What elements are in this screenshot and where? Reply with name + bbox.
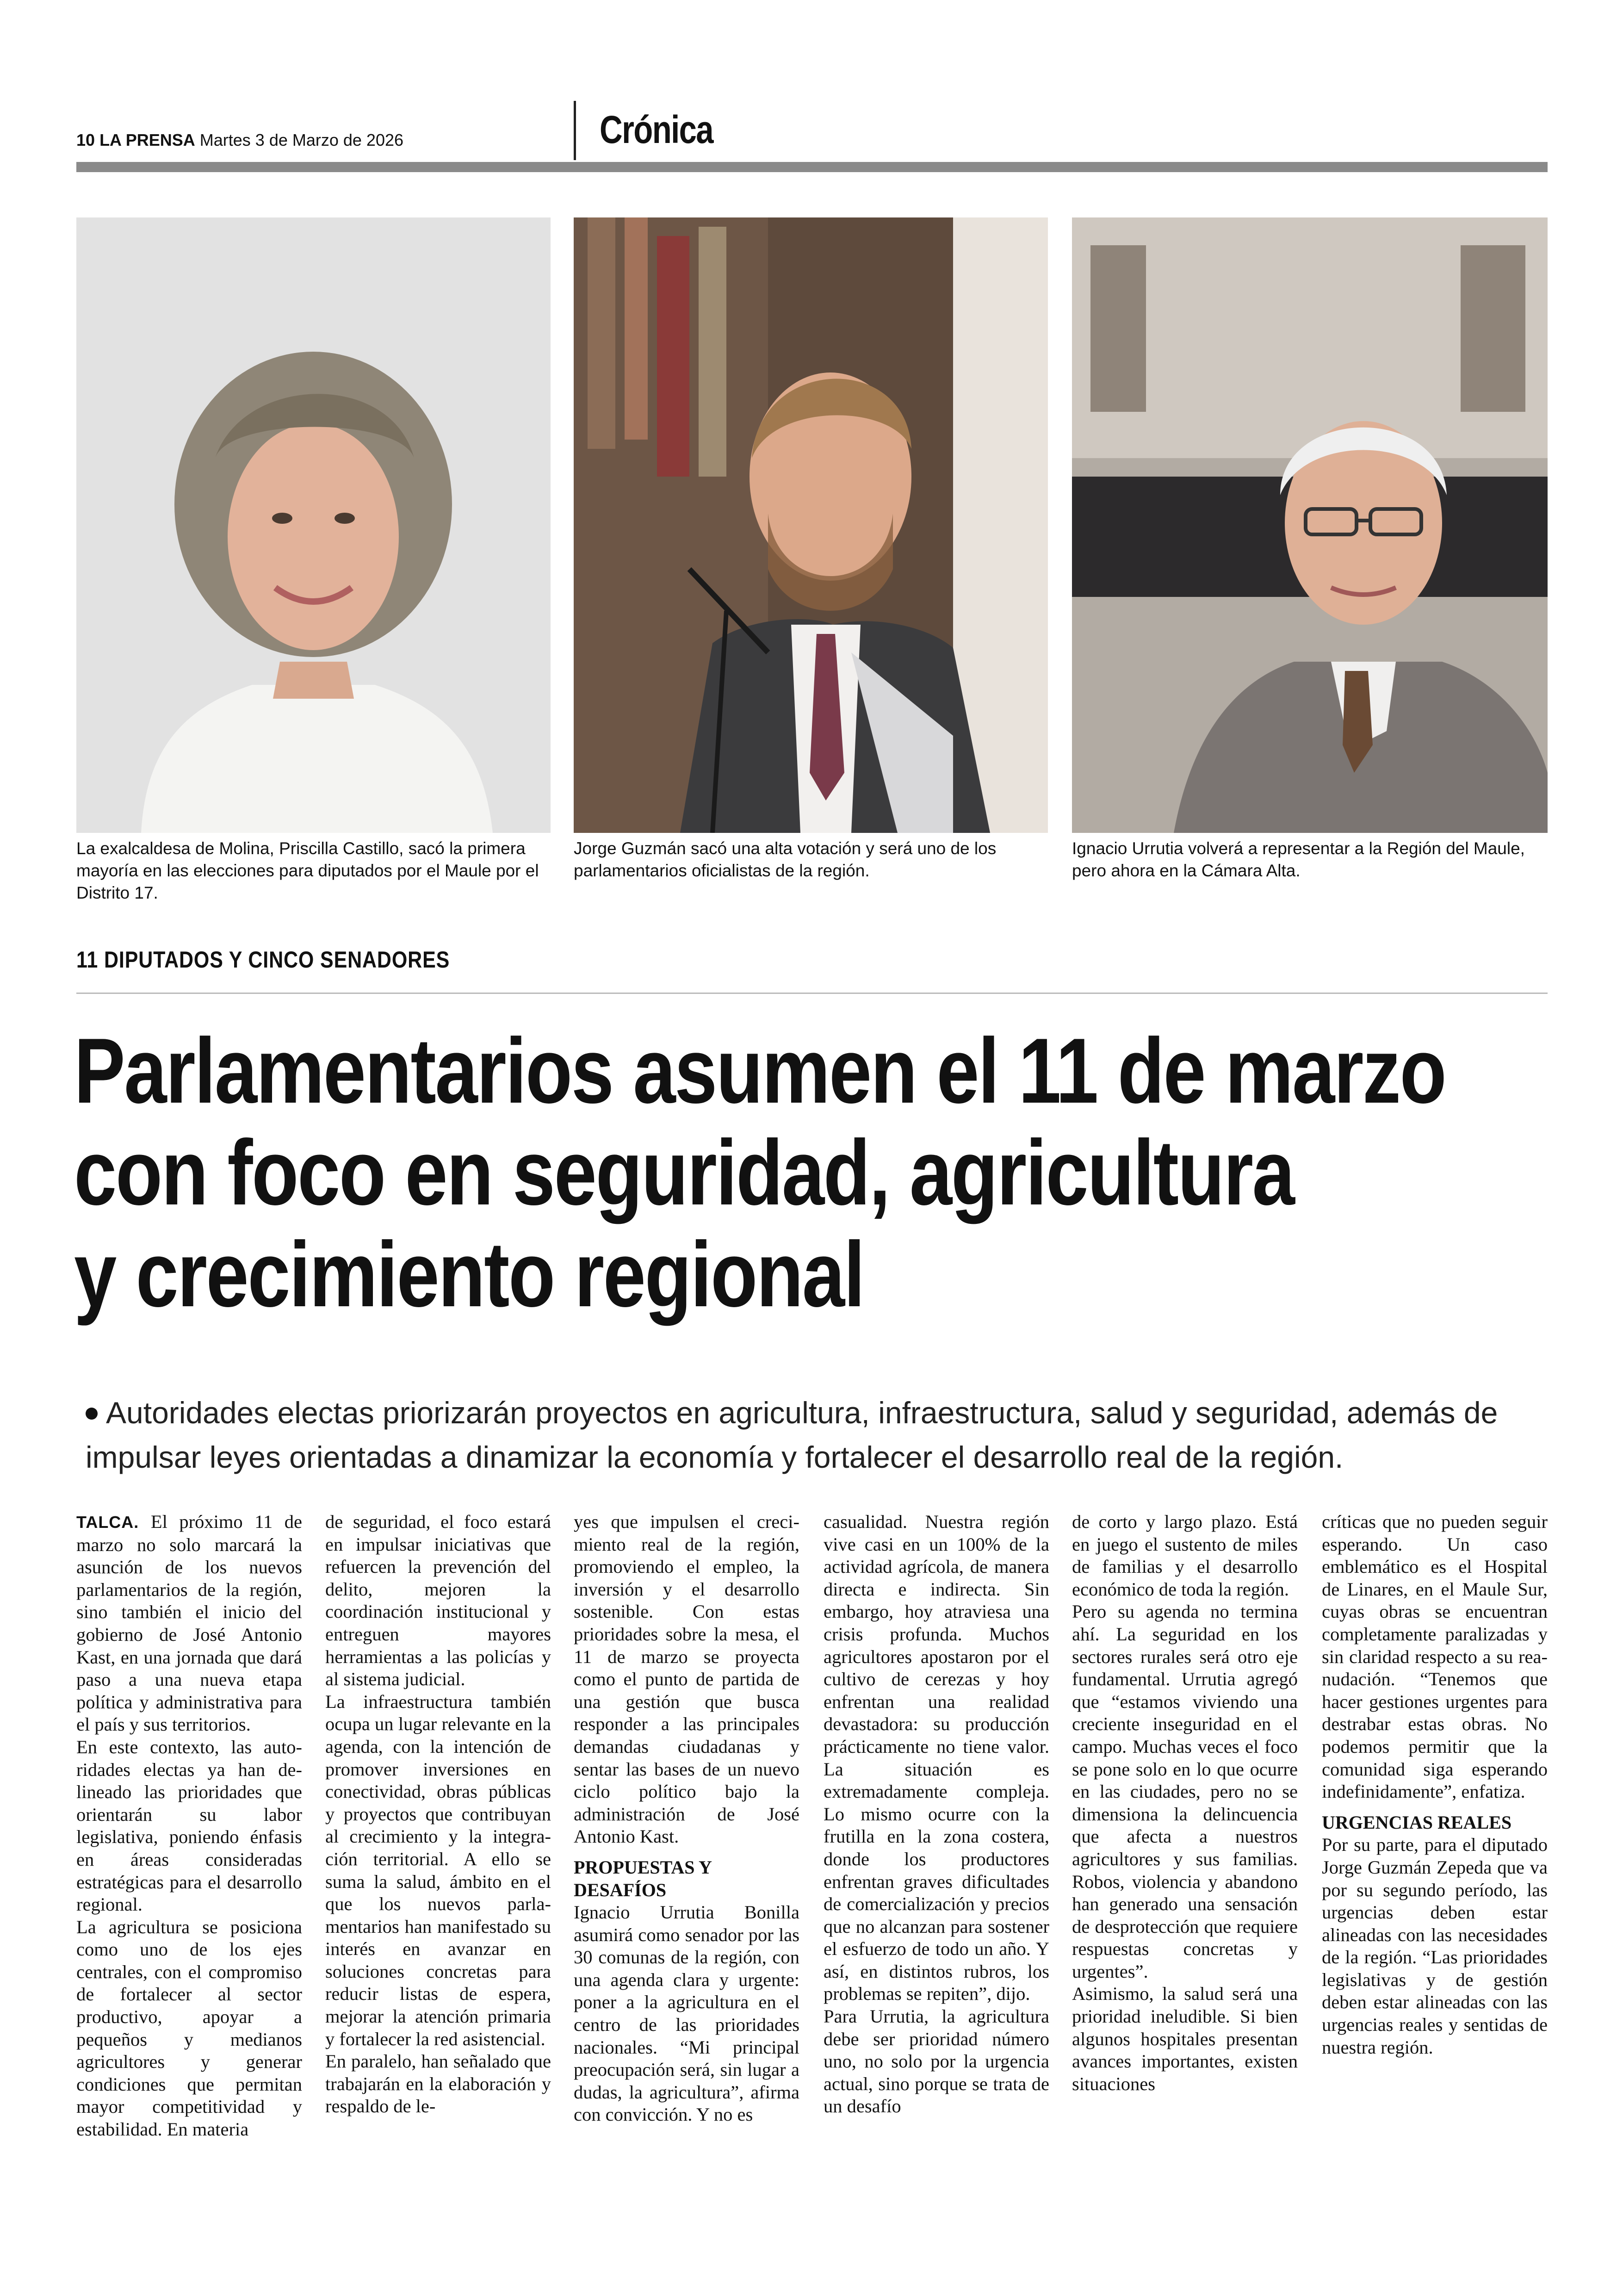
header-rule: [76, 162, 1548, 172]
paragraph: críticas que no pueden seguir esperando. Un caso emblemático es el Hospital de Linares, en el Maule Sur, cuyas obras se encuentran completamente paralizadas y sin claridad respecto a su reanudación. “Tenemos que hacer gestiones urgentes para destrabar estas obras. No podemos permitir que la comunidad siga esperando indefinidamente”, enfatiza.: [1322, 1511, 1548, 1802]
article-summary: [86, 1390, 1557, 1479]
photo-caption-3: Ignacio Urrutia volverá a representar a la Región del Maule, pero ahora en la Cámara Alta.: [1072, 839, 1525, 880]
page-number: 10: [76, 130, 95, 149]
portrait-image: [76, 217, 551, 833]
article-column-4: [824, 1511, 1049, 2118]
subheading-urgencias: URGENCIAS REALES: [1322, 1812, 1512, 1833]
bullet-dot-icon: [86, 1408, 98, 1420]
paragraph: La agricultura se posiciona como uno de los ejes centrales, con el compromiso de fortalecer al sector productivo, apoyar a pequeños y medianos agricultores y generar condiciones que permitan mayor competitividad y estabilidad. En materia: [76, 1916, 302, 2140]
paragraph: La infraestructura también ocupa un lugar relevante en la agenda, con la intención de promover inversiones en conectividad, obras públicas y proyectos que contribuyan al crecimiento y la integración territorial. A ello se suma la salud, ámbito en el que los nuevos parlamentarios han manifestado su interés en avanzar en soluciones concretas para reducir listas de espera, mejorar la atención primaria y fortalecer la red asistencial.: [325, 1691, 551, 2049]
header-divider: [574, 101, 576, 160]
section-title: Crónica: [600, 108, 713, 151]
paragraph-text: El próximo 11 de marzo no solo marcará la asunción de los nuevos parlamentarios de la región, sino también el inicio del gobierno de José Antonio Kast, en una jornada que dará paso a una nueva etapa política y administrativa para el país y sus territorios.: [76, 1511, 302, 1735]
headline-line-1: Parlamentarios asumen el 11 de marzo: [74, 1019, 1446, 1123]
article-column-6: [1322, 1511, 1548, 2059]
paragraph: Asimismo, la salud será una prioridad ineludible. Si bien algunos hospitales presentan avances importantes, existen situaciones: [1072, 1983, 1298, 2094]
kicker-rule: [76, 993, 1548, 994]
headline-line-2: con foco en seguridad, agricultura: [74, 1121, 1294, 1224]
subheading-propuestas: PROPUESTAS Y DESAFÍOS: [574, 1856, 712, 1900]
paragraph: [76, 1511, 302, 1736]
dateline: TALCA.: [76, 1513, 139, 1532]
paragraph: Pero su agenda no termina ahí. La seguridad en los sectores rurales será otro eje fundamental. Urrutia agregó que “estamos viviendo una creciente inseguridad en el campo. Muchas veces el foco se pone solo en lo que ocurre en las ciudades, pero no se dimensiona la delincuencia que afecta a nuestros agricultores y sus familias. Robos, violencia y abandono han generado una sensación de desprotección que requiere respuestas concretas y urgentes”.: [1072, 1601, 1298, 1982]
article-column-1: [76, 1511, 302, 2141]
portrait-image: [1072, 217, 1548, 833]
paragraph: En paralelo, han señalado que trabajarán en la elaboración y respaldo de le-: [325, 2051, 551, 2117]
paragraph: de corto y largo plazo. Está en juego el sustento de miles de familias y el desarrollo económico de toda la región.: [1072, 1511, 1298, 1600]
page-header: [76, 130, 403, 150]
paragraph: Ignacio Urrutia Bonilla asumirá como senador por las 30 comunas de la región, con una agenda clara y urgente: poner a la agricultura en el centro de las prioridades nacionales. “Mi principal preocupación será, sin lugar a dudas, la agricultura”, afirma con convicción. Y no es: [574, 1902, 799, 2125]
article-column-3: [574, 1511, 799, 2126]
paragraph: yes que impulsen el crecimiento real de la región, promoviendo el empleo, la inversión y el desarrollo sostenible. Con estas prioridades sobre la mesa, el 11 de marzo se proyecta como el punto de partida de una gestión que busca responder a las principales demandas ciudadanas y sentar las bases de un nuevo ciclo político bajo la administración de José Antonio Kast.: [574, 1511, 799, 1847]
photo-ignacio-urrutia: [1072, 217, 1548, 833]
issue-date: Martes 3 de Marzo de 2026: [199, 130, 404, 149]
portrait-image: [574, 217, 1048, 833]
article-column-2: [325, 1511, 551, 2118]
photo-caption-1: La exalcaldesa de Molina, Priscilla Castillo, sacó la primera mayoría en las elecciones para diputados por el Maule por el Distrito 17.: [76, 839, 539, 902]
paragraph: En este contexto, las autoridades electas ya han delineado las prioridades que orientarán su labor legislativa, poniendo énfasis en áreas consideradas estratégicas para el desarrollo regional.: [76, 1736, 302, 1915]
photo-jorge-guzman: [574, 217, 1048, 833]
paragraph: Por su parte, para el diputado Jorge Guzmán Zepeda que va por su segundo período, las urgencias deben estar alineadas con las necesidades de la región. “Las prioridades legislativas y de gestión deben estar alineadas con las urgencias reales y sentidas de nuestra región.: [1322, 1834, 1548, 2058]
article-headline: [74, 1020, 1533, 1326]
summary-text: Autoridades electas priorizarán proyectos en agricultura, infraestructura, salud y seguridad, además de impulsar leyes orientadas a dinamizar la economía y fortalecer el desarrollo real de la región.: [86, 1396, 1498, 1474]
article-column-5: [1072, 1511, 1298, 2095]
publication-name: LA PRENSA: [99, 130, 195, 149]
photo-caption-2: Jorge Guzmán sacó una alta votación y será uno de los parlamentarios oficialistas de la región.: [574, 839, 997, 880]
headline-line-3: y crecimiento regional: [74, 1223, 864, 1326]
paragraph: casualidad. Nuestra región vive casi en un 100% de la actividad agrícola, de manera directa e indirecta. Sin embargo, hoy atraviesa una crisis profunda. Muchos agricultores apostaron por el cultivo de cerezas y hoy enfrentan una realidad devastadora: su producción prácticamente no tiene valor. La situación es extremadamente compleja. Lo mismo ocurre con la frutilla en la zona costera, donde los productores enfrentan graves dificultades de comercialización y precios que no alcanzan para sostener el esfuerzo de todo un año. Y así, en distintos rubros, los problemas se repiten”, dijo.: [824, 1511, 1049, 2004]
photo-priscilla-castillo: [76, 217, 551, 833]
paragraph: de seguridad, el foco estará en impulsar iniciativas que refuercen la prevención del delito, mejoren la coordinación institucional y entreguen mayores herramientas a las policías y al sistema judicial.: [325, 1511, 551, 1690]
paragraph: Para Urrutia, la agricultura debe ser prioridad número uno, no solo por la urgencia actual, sino porque se trata de un desafío: [824, 2006, 1049, 2117]
article-kicker: 11 DIPUTADOS Y CINCO SENADORES: [76, 947, 450, 973]
